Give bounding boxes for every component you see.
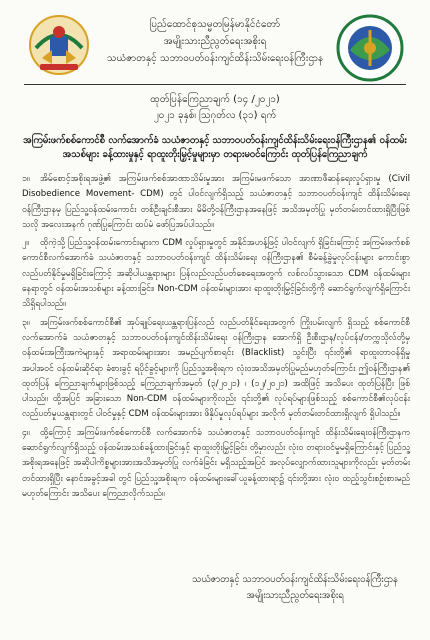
- paragraph-text: ထိုကဲ့သို့ ပြည်သူ့ဝန်ထမ်းကောင်းများက CDM လှုပ်ရှားမှုတွင် အနိုင်အဟန့်ဖြင့် ပါဝင်လျက် ရှိခြင်းကြောင့် အကြမ်းဖက်စစ်ကောင်စီလက်အောက်ခံ သယံဇာတနှင့် သဘာဝပတ်ဝန်းကျင် ထိန်းသိမ်းရေး ဝန်ကြီးဌာန၏ စီမံခန့်ခွဲမှုလုပ်ငန်းများ ကောင်းစွာလည်ပတ်နိုင်မှုမရှိခြင်းကြောင့် အဆိုပါယန္တရားများ ပြန်လည်လည်ပတ်စေရေးအတွက် လစ်လပ်သွားသော CDM ဝန်ထမ်းများနေရာတွင် ဝန်ထမ်းအသစ်များ ခန့်ထားခြင်း၊ Non-CDM ဝန်ထမ်းများအား ရာထူးတိုးမြှင့်ခြင်းတို့ကို ဆောင်ရွက်လျက်ရှိကြောင်း သိရှိရပါသည်။: [22, 238, 410, 310]
- paragraph-text: ထို့ကြောင့် အကြမ်းဖက်စစ်ကောင်စီ လက်အောက်ခံ သယံဇာတနှင့် သဘာဝပတ်ဝန်းကျင် ထိန်းသိမ်းရေးဝန်ကြီးဌာနက ဆောင်ရွက်လျက်ရှိသည့် ဝန်ထမ်းအသစ်ခန့်ထားခြင်းနှင့် ရာထူးတိုးမြှင့်ခြင်း တို့မှာလည်း လုံးဝ တရားဝင်မှုမရှိကြောင်းနှင့် ပြည်သူ့အစိုးရအနေဖြင့် အဆိုပါကိစ္စများအားအသိအမှတ်ပြု လက်ခံခြင်း မရှိသည့်အပြင် အလုပ်လျှောက်ထားသူများကိုလည်း မှတ်တမ်းတင်ထားရှိပြီး နောင်အခွင့်အခါ တွင် ပြည်သူ့အစိုးရက ဝန်ထမ်းများခေါ်ယူခန့်ထားရာ၌ ၎င်းတို့အား လုံးဝ ထည့်သွင်းစဉ်းစားမည် မဟုတ်ကြောင်း အသိပေး ကြေညာလိုက်သည်။: [22, 427, 410, 499]
- signature-block: [180, 572, 410, 604]
- signoff-government: အမျိုးသားညီညွတ်ရေးအစိုးရ: [246, 590, 344, 601]
- header-ministry: သယံဇာတနှင့် သဘာဝပတ်ဝန်းကျင်ထိန်းသိမ်းရေးဝန်ကြီးဌာန: [106, 53, 324, 64]
- paragraph-number: ၃။: [22, 317, 30, 328]
- paragraph-number: ၄။: [22, 427, 30, 438]
- national-emblem-icon: [28, 14, 90, 76]
- ministry-logo-icon: [336, 14, 404, 82]
- paragraph-text: အကြမ်းဖက်စစ်ကောင်စီ၏ အုပ်ချုပ်ရေးယန္တရားပြန်လည် လည်ပတ်နိုင်ရေးအတွက် ကြိုးပမ်းလျက် ရှိသည့် စစ်ကောင်စီလက်အောက်ခံ သယံဇာတနှင့် သဘာဝပတ်ဝန်းကျင်ထိန်းသိမ်းရေး ဝန်ကြီးဌာန အောက်ရှိ ဦးစီးဌာန/လုပ်ငန်း/တက္ကသိုလ်တို့မှ ဝန်ထမ်းအကြီးအကဲများနှင့် အရာထမ်းများအား အမည်ပျက်စာရင်း (Blacklist) သွင်းပြီး ၎င်းတို့၏ ရာထူးတာဝန်ရှိမှု အပါအဝင် ဝန်ထမ်းဆိုင်ရာ ခံစားခွင့် ရပိုင်ခွင့်များကို ပြည်သူ့အစိုးရက လုံးဝအသိအမှတ်ပြုမည်မဟုတ်ကြောင်း ဤဝန်ကြီးဌာန၏ ထုတ်ပြန် ကြေညာချက်များဖြစ်သည့် ကြေညာချက်အမှတ် (၃/၂၀၂၁) ၊ (၁၂/၂၀၂၁) အထိဖြင့် အသိပေး ထုတ်ပြန်ပြီး ဖြစ်ပါသည်။ ထို့အပြင် အခြားသော Non-CDM ဝန်ထမ်းများကိုလည်း ၎င်းတို့၏ လုပ်ရပ်များဖြစ်သည့် စစ်ကောင်စီ၏လုပ်ငန်းလည်ပတ်မှုယန္တရားတွင် ပါဝင်မှုနှင့် CDM ဝန်ထမ်းများအား ဖိနှိပ်မှုလုပ်ရပ်များ အလိုက် မှတ်တမ်းတင်ထားရှိလျက် ရှိပါသည်။: [22, 317, 410, 420]
- letterhead-text: [100, 16, 330, 67]
- paragraph-number: ၂။: [22, 238, 29, 249]
- header-country: ပြည်ထောင်စုသမ္မတမြန်မာနိုင်ငံတော်: [149, 19, 281, 30]
- header-divider: [24, 84, 406, 85]
- document-title: အကြမ်းဖက်စစ်ကောင်စီ လက်အောက်ခံ သယံဇာတနှင့် သဘာဝပတ်ဝန်းကျင်ထိန်းသိမ်းရေးဝန်ကြီးဌာန၏ ဝန်ထမ်းအသစ်များ ခန့်ထားမှုနှင့် ရာထူးတိုးမြှင့်မှုများမှာ တရားမဝင်ကြောင်း ထုတ်ပြန်ကြေညာချက်: [23, 135, 407, 160]
- paragraph-number: ၁။: [22, 174, 30, 184]
- signoff-ministry: သယံဇာတနှင့် သဘာဝပတ်ဝန်းကျင်ထိန်းသိမ်းရေးဝန်ကြီးဌာန: [192, 574, 398, 585]
- paragraph-1: [22, 172, 410, 233]
- paragraph-3: [22, 316, 410, 423]
- statement-date: ၂၀၂၁ ခုနှစ်၊ ဩဂုတ်လ (၃၁) ရက်: [153, 110, 277, 121]
- paragraph-text: အိမ်စောင့်အစိုးရအဖွဲ့၏ အကြမ်းဖက်စစ်အာဏာသိမ်းမှုအား အကြမ်းမဖက်သော အာဏာဖီဆန်ရေးလှုပ်ရှားမှု (Civil Disobedience Movement- CDM) တွင် ပါဝင်လျက်ရှိသည့် သယံဇာတနှင့် သဘာဝပတ်ဝန်းကျင် ထိန်းသိမ်းရေးဝန်ကြီးဌာနမှ ပြည်သူ့ဝန်ထမ်းကောင်း တစ်ဦးချင်းစီအား မိမိတို့ဝန်ကြီးဌာနအနေဖြင့် အသိအမှတ်ပြု မှတ်တမ်းတင်ထားရှိပြီးဖြစ်သလို အလေးအနက် ဂုဏ်ပြုကြောင်း ထပ်မံ ဖော်ပြအပ်ပါသည်။: [22, 174, 410, 230]
- paragraph-2: [22, 236, 410, 312]
- statement-meta: [0, 92, 430, 124]
- statement-number: ထုတ်ပြန်ကြေညာချက် (၁၄ /၂၀၂၁): [150, 94, 280, 105]
- paragraph-4: [22, 426, 410, 502]
- document-body: [22, 172, 410, 505]
- header-government: အမျိုးသားညီညွတ်ရေးအစိုးရ: [163, 36, 267, 47]
- letterhead: [0, 0, 430, 86]
